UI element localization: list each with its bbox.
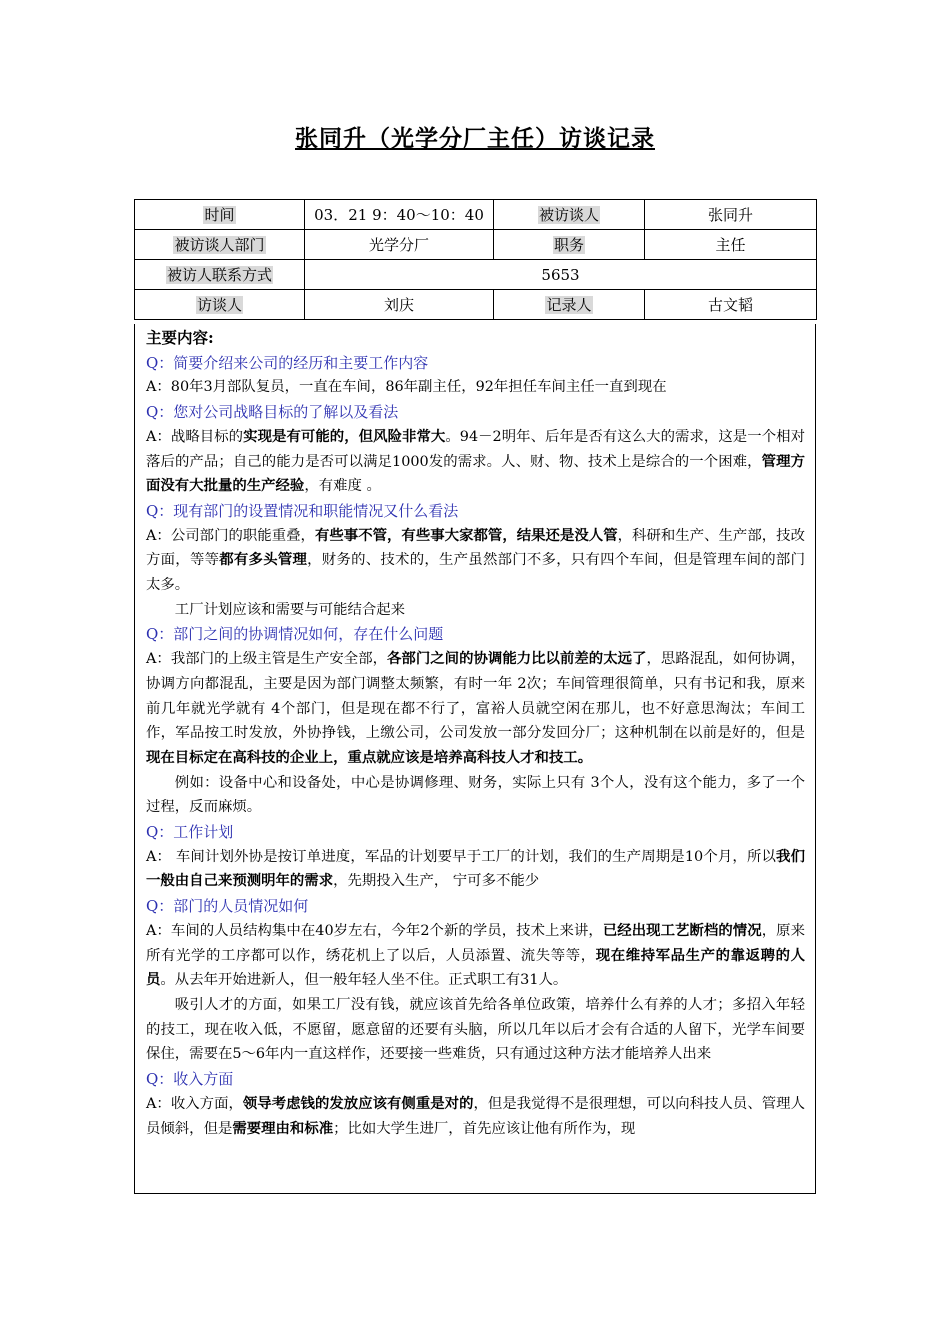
page-title: 张同升（光学分厂主任）访谈记录 — [295, 125, 655, 152]
answer-3-note: 工厂计划应该和需要与可能结合起来 — [174, 601, 406, 618]
info-row-contact — [135, 260, 817, 290]
question-6: Q：部门的人员情况如何 — [146, 897, 309, 916]
info-row-dept — [135, 230, 817, 260]
answer-1: A：80年3月部队复员，一直在车间，86年副主任，92年担任车间主任一直到现在 — [146, 379, 667, 396]
dept-label-cell — [135, 230, 305, 260]
contact-value: 5653 — [305, 260, 817, 290]
answer-2: A：战略目标的实现是有可能的，但风险非常大。94－2明年、后年是否有这么大的需求，这是一个相对落后的产品；自己的能力是否可以满足1000发的需求。人、财、物、技术上是综合的一个困难，管理方面没有大批量的生产经验，有难度 。 — [146, 427, 805, 495]
interviewee-value: 张同升 — [645, 200, 817, 230]
dept-label: 被访谈人部门 — [174, 236, 265, 254]
position-label-cell — [494, 230, 645, 260]
time-value: 03．21 9：40～10：40 — [305, 200, 494, 230]
info-table — [134, 199, 817, 320]
answer-4-example: 例如：设备中心和设备处，中心是协调修理、财务，实际上只有 3个人，没有这个能力，多了一个过程，反而麻烦。 — [146, 774, 805, 816]
interviewer-value: 刘庆 — [305, 290, 494, 320]
answer-6-talent: 吸引人才的方面，如果工厂没有钱，就应该首先给各单位政策，培养什么有养的人才；多招入年轻的技工，现在收入低，不愿留，愿意留的还要有头脑，所以几年以后才会有合适的人留下，光学车间要保住，需要在5～6年内一直这样作，还要接一些难货，只有通过这种方法才能培养人出来 — [146, 996, 805, 1063]
info-row-interviewer — [135, 290, 817, 320]
info-row-time — [135, 200, 817, 230]
recorder-label-cell — [494, 290, 645, 320]
recorder-value: 古文韬 — [645, 290, 817, 320]
interviewee-label-cell — [494, 200, 645, 230]
question-5: Q：工作计划 — [146, 823, 234, 842]
answer-4: A：我部门的上级主管是生产安全部，各部门之间的协调能力比以前差的太远了，思路混乱，如何协调，协调方向都混乱，主要是因为部门调整太频繁，有时一年 2次；车间管理很简单，只有书记和我，原来前几年就光学就有 4个部门，但是现在都不行了，富裕人员就空闲在那儿，也不好意思淘汰；车间工作，军品按工时发放，外协挣钱，上缴公司，公司发放一部分发回分厂；这种机制在以前是好的，但是现在目标定在高科技的企业上，重点就应该是培养高科技人才和技工。 — [146, 650, 805, 766]
answer-6: A：车间的人员结构集中在40岁左右，今年2个新的学员，技术上来讲，已经出现工艺断档的情况，原来所有光学的工序都可以作，绣花机上了以后，人员添置、流失等等，现在维持军品生产的靠返聘的人员。从去年开始进新人，但一般年轻人坐不住。正式职工有31人。 — [146, 921, 805, 989]
question-2: Q：您对公司战略目标的了解以及看法 — [146, 403, 399, 422]
contact-label: 被访人联系方式 — [166, 266, 272, 284]
time-label-cell — [135, 200, 305, 230]
position-label: 职务 — [553, 236, 584, 254]
question-4: Q：部门之间的协调情况如何，存在什么问题 — [146, 625, 444, 644]
interviewer-label: 访谈人 — [196, 296, 242, 314]
time-label: 时间 — [204, 206, 235, 224]
contact-label-cell — [135, 260, 305, 290]
question-7: Q：收入方面 — [146, 1070, 234, 1089]
main-content — [134, 324, 816, 1194]
question-3: Q：现有部门的设置情况和职能情况又什么看法 — [146, 501, 459, 520]
interviewee-label: 被访谈人 — [538, 206, 599, 224]
dept-value: 光学分厂 — [305, 230, 494, 260]
question-1: Q：简要介绍来公司的经历和主要工作内容 — [146, 353, 429, 372]
content-heading: 主要内容: — [146, 328, 214, 347]
answer-3: A：公司部门的职能重叠，有些事不管，有些事大家都管，结果还是没人管，科研和生产、生产部，技改方面，等等都有多头管理，财务的、技术的，生产虽然部门不多，只有四个车间，但是管理车间的部门太多。 — [146, 526, 805, 594]
answer-7: A：收入方面，领导考虑钱的发放应该有侧重是对的，但是我觉得不是很理想，可以向科技人员、管理人员倾斜，但是需要理由和标准；比如大学生进厂，首先应该让他有所作为，现 — [146, 1094, 805, 1137]
recorder-label: 记录人 — [546, 296, 592, 314]
position-value: 主任 — [645, 230, 817, 260]
answer-5: A： 车间计划外协是按订单进度，军品的计划要早于工厂的计划，我们的生产周期是10个月，所以我们一般由自己来预测明年的需求，先期投入生产， 宁可多不能少 — [146, 847, 805, 890]
interviewer-label-cell — [135, 290, 305, 320]
